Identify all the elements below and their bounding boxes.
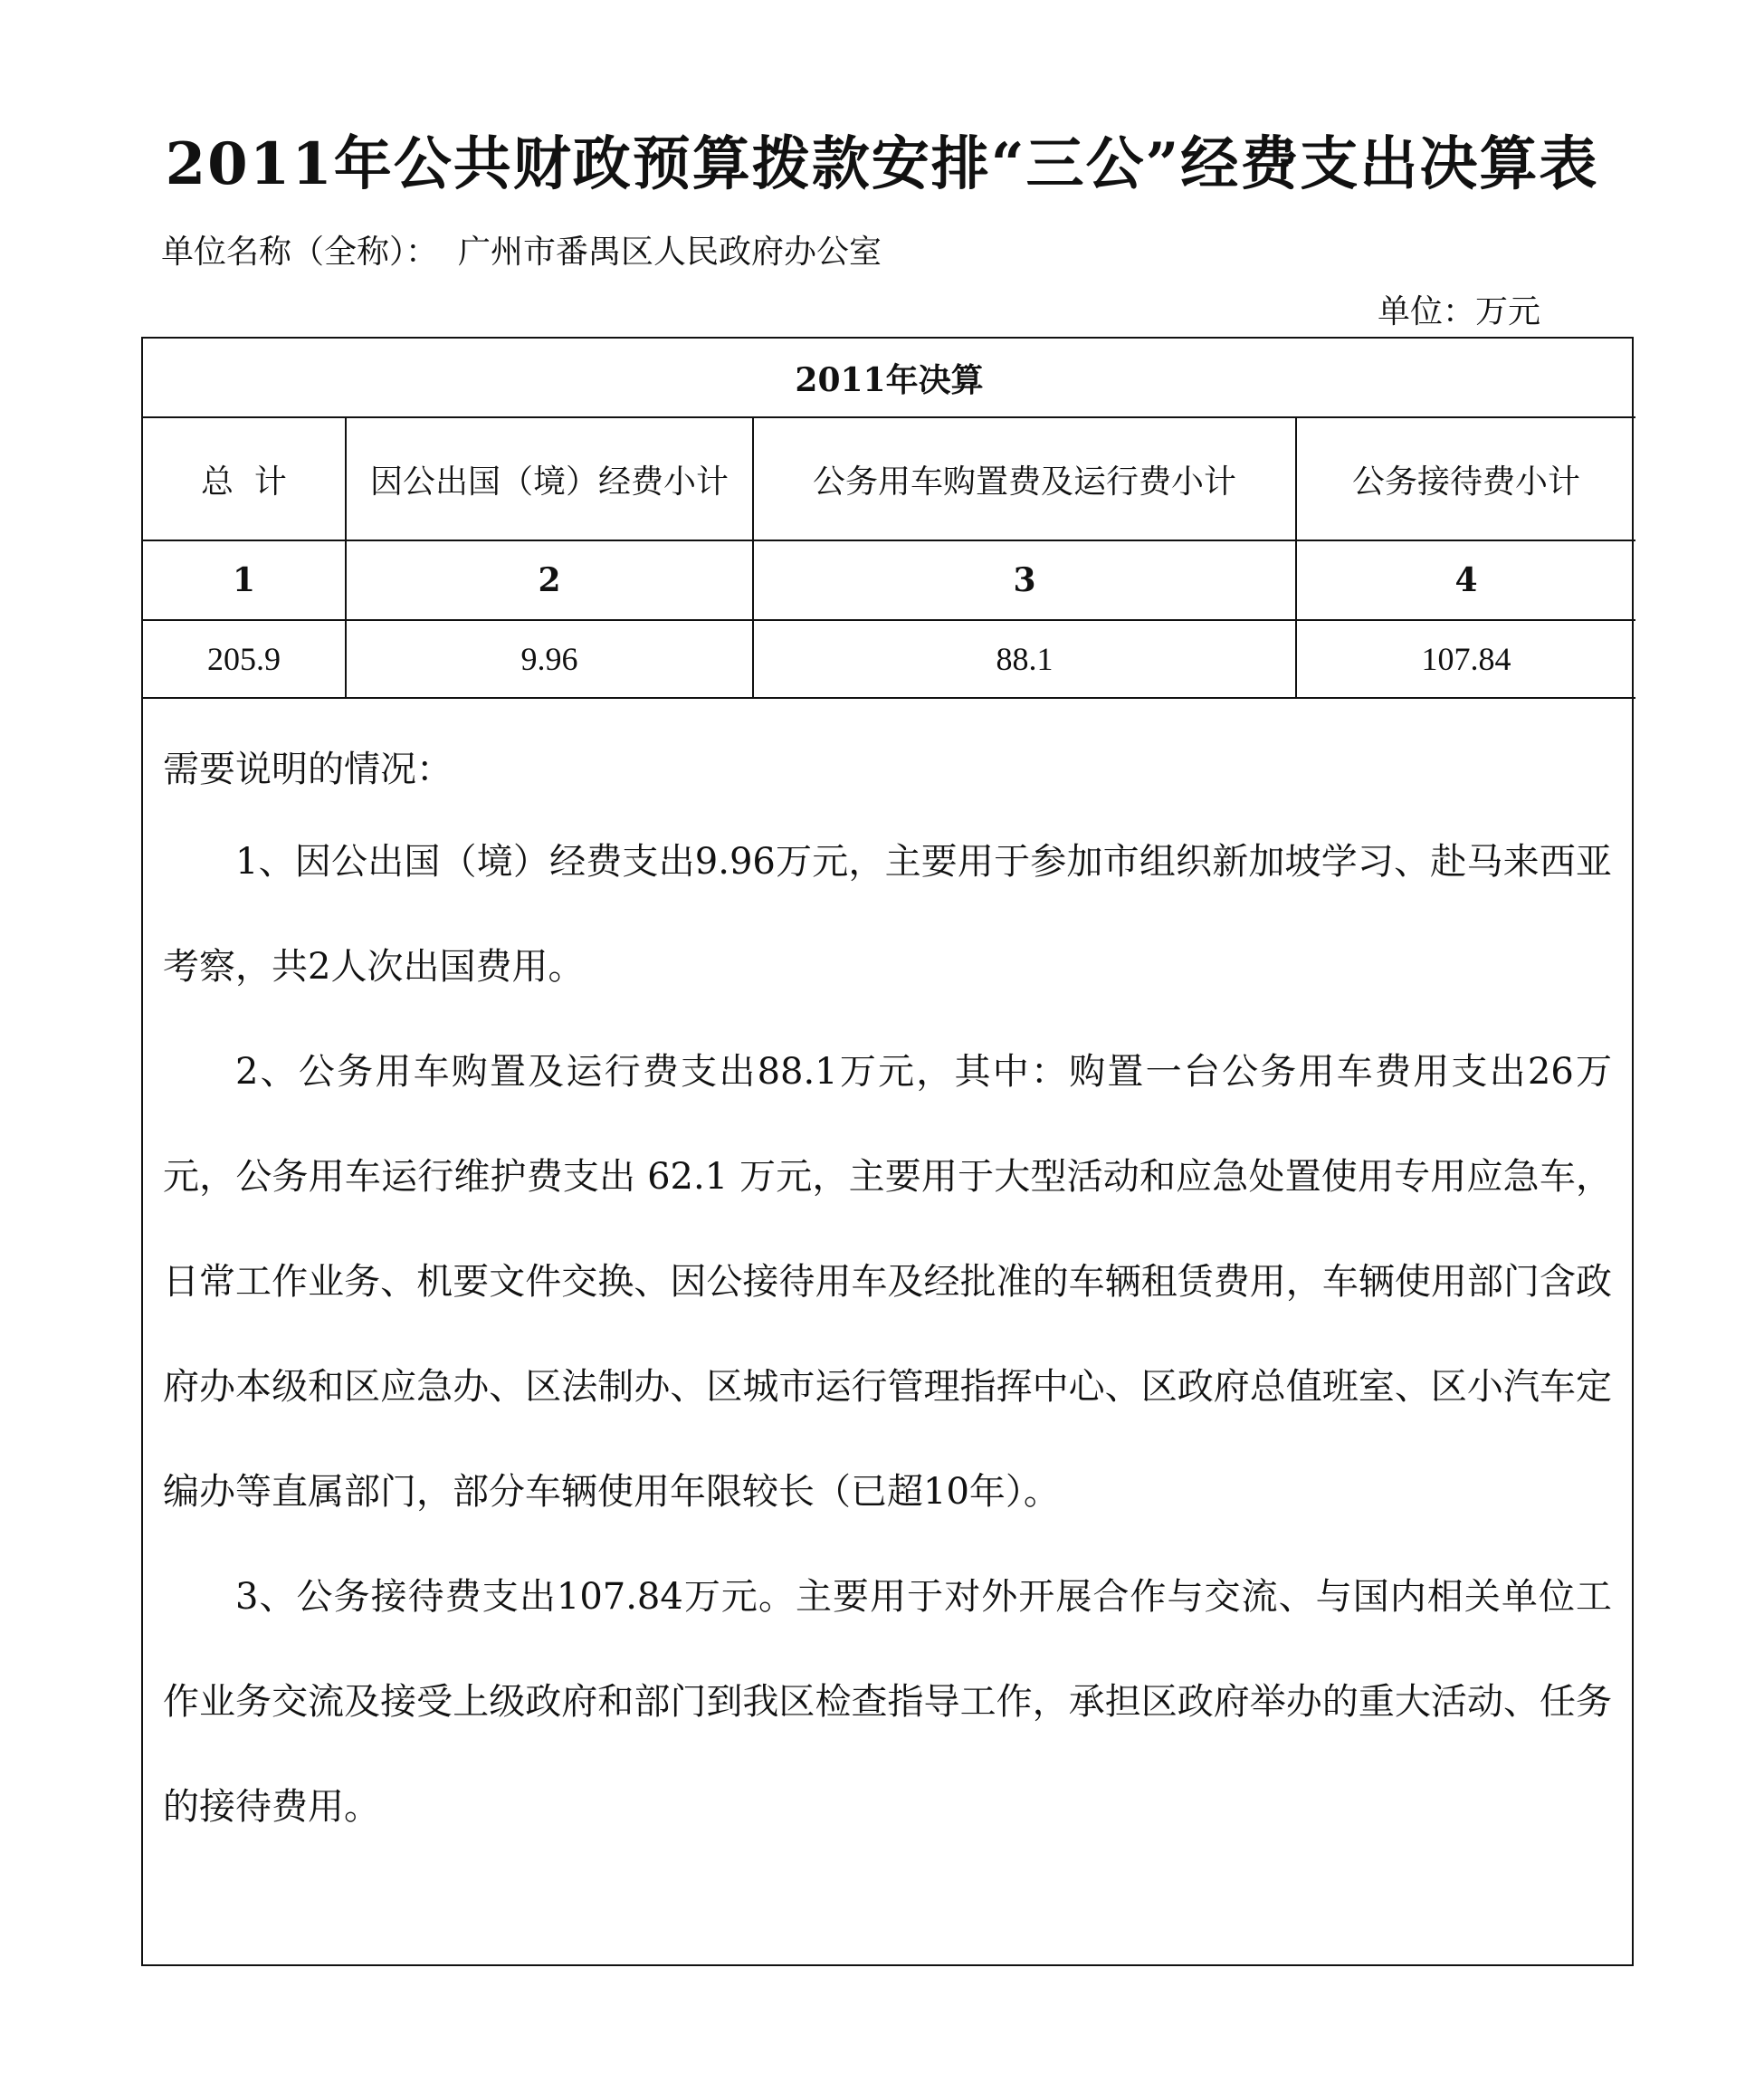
column-header-reception: 公务接待费小计	[1296, 417, 1635, 540]
unit-name-label: 单位名称（全称）：	[161, 234, 439, 271]
value-vehicle: 88.1	[753, 620, 1296, 698]
column-header-overseas: 因公出国（境）经费小计	[346, 417, 753, 540]
expenditure-table	[143, 339, 1635, 699]
value-total: 205.9	[143, 620, 346, 698]
expenditure-table-frame	[141, 337, 1634, 1966]
notes-paragraph: 1、因公出国（境）经费支出9.96万元，主要用于参加市组织新加坡学习、赴马来西亚考察，共2人次出国费用。	[163, 841, 1612, 988]
table-header-row	[143, 339, 1635, 417]
column-index: 2	[346, 540, 753, 620]
column-header-total: 总 计	[143, 417, 346, 540]
notes-section	[143, 699, 1632, 1859]
notes-heading: 需要说明的情况：	[163, 749, 453, 790]
column-header-row	[143, 417, 1635, 540]
value-overseas: 9.96	[346, 620, 753, 698]
unit-name-line	[161, 226, 882, 272]
notes-paragraph: 3、公务接待费支出107.84万元。主要用于对外开展合作与交流、与国内相关单位工作业务交流及接受上级政府和部门到我区检查指导工作，承担区政府举办的重大活动、任务的接待费用。	[163, 1576, 1612, 1828]
column-index: 4	[1296, 540, 1635, 620]
value-row	[143, 620, 1635, 698]
notes-paragraph: 2、公务用车购置及运行费支出88.1万元，其中：购置一台公务用车费用支出26万元，公务用车运行维护费支出 62.1 万元，主要用于大型活动和应急处置使用专用应急车，日常工作业务、机要文件交换、因公接待用车及经批准的车辆租赁费用，车辆使用部门含政府办本级和区应急办、区法制办、区城市运行管理指挥中心、区政府总值班室、区小汽车定编办等直属部门，部分车辆使用年限较长（已超10年）。	[163, 1051, 1612, 1513]
column-header-vehicle: 公务用车购置费及运行费小计	[753, 417, 1296, 540]
document-title: 2011年公共财政预算拨款安排“三公”经费支出决算表	[165, 130, 1599, 198]
column-index-row	[143, 540, 1635, 620]
currency-unit-label: 单位：万元	[1378, 293, 1541, 330]
value-reception: 107.84	[1296, 620, 1635, 698]
column-index: 3	[753, 540, 1296, 620]
column-index: 1	[143, 540, 346, 620]
table-header: 2011年决算	[143, 339, 1635, 417]
unit-name-value: 广州市番禺区人民政府办公室	[458, 234, 882, 271]
